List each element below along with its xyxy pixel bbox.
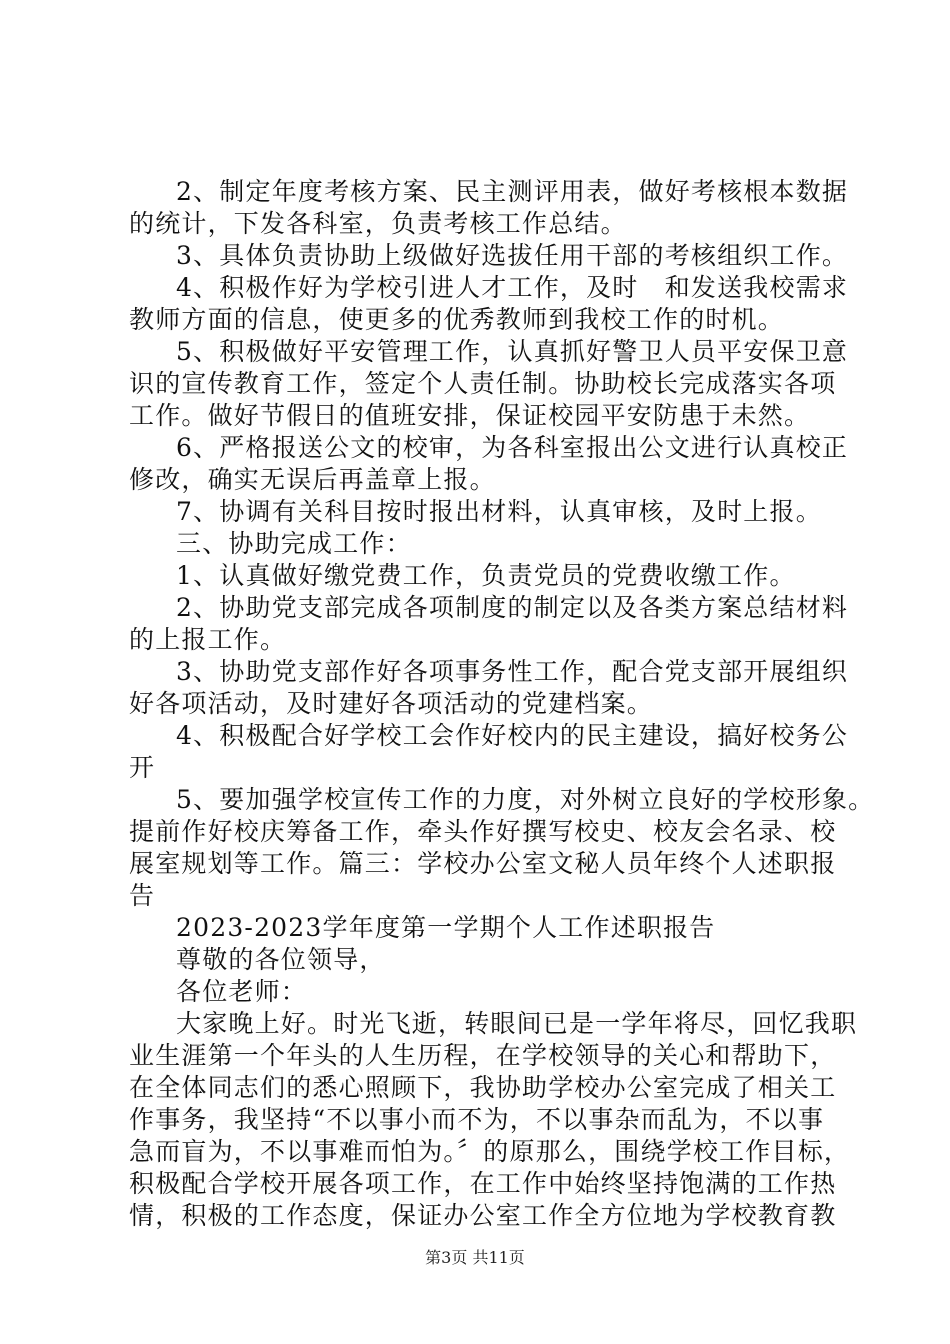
paragraph-line: 展室规划等工作。篇三：学校办公室文秘人员年终个人述职报 xyxy=(129,849,837,878)
paragraph-line: 作事务，我坚持“不以事小而不为，不以事杂而乱为，不以事 xyxy=(129,1105,825,1134)
paragraph-line: 3、具体负责协助上级做好选拔任用干部的考核组织工作。 xyxy=(176,241,849,270)
paragraph-line: 7、协调有关科目按时报出材料，认真审核，及时上报。 xyxy=(176,497,822,526)
salutation: 各位老师： xyxy=(176,977,308,1006)
paragraph-line: 大家晚上好。时光飞逝，转眼间已是一学年将尽，回忆我职 xyxy=(176,1009,858,1038)
paragraph-line: 4、积极配合好学校工会作好校内的民主建设，搞好校务公 xyxy=(176,721,849,750)
paragraph-line: 教师方面的信息，使更多的优秀教师到我校工作的时机。 xyxy=(129,305,785,334)
paragraph-line: 的上报工作。 xyxy=(129,625,287,654)
paragraph-line: 在全体同志们的悉心照顾下，我协助学校办公室完成了相关工 xyxy=(129,1073,837,1102)
paragraph-line: 告 xyxy=(129,881,156,910)
paragraph-line: 3、协助党支部作好各项事务性工作，配合党支部开展组织 xyxy=(176,657,849,686)
paragraph-line: 修改，确实无误后再盖章上报。 xyxy=(129,465,496,494)
paragraph-line: 5、要加强学校宣传工作的力度，对外树立良好的学校形象。 xyxy=(176,785,875,814)
paragraph-line: 积极配合学校开展各项工作，在工作中始终坚持饱满的工作热 xyxy=(129,1169,837,1198)
paragraph-line: 2、协助党支部完成各项制度的制定以及各类方案总结材料 xyxy=(176,593,849,622)
paragraph-line: 6、严格报送公文的校审，为各科室报出公文进行认真校正 xyxy=(176,433,849,462)
paragraph-line: 急而盲为，不以事难而怕为。〞的原那么，围绕学校工作目标， xyxy=(129,1137,851,1166)
report-title: 2023-2023学年度第一学期个人工作述职报告 xyxy=(176,913,716,942)
paragraph-line: 提前作好校庆筹备工作，牵头作好撰写校史、校友会名录、校 xyxy=(129,817,837,846)
page-number: 第3页 共11页 xyxy=(425,1248,525,1267)
paragraph-line: 的统计，下发各科室，负责考核工作总结。 xyxy=(129,209,627,238)
paragraph-line: 好各项活动，及时建好各项活动的党建档案。 xyxy=(129,689,654,718)
section-heading: 三、协助完成工作： xyxy=(176,529,412,558)
paragraph-line: 5、积极做好平安管理工作，认真抓好警卫人员平安保卫意 xyxy=(176,337,849,366)
paragraph-line: 业生涯第一个年头的人生历程，在学校领导的关心和帮助下， xyxy=(129,1041,837,1070)
paragraph-line: 识的宣传教育工作，签定个人责任制。协助校长完成落实各项 xyxy=(129,369,837,398)
paragraph-line: 4、积极作好为学校引进人才工作，及时 和发送我校需求 xyxy=(176,273,849,302)
paragraph-line: 工作。做好节假日的值班安排，保证校园平安防患于未然。 xyxy=(129,401,811,430)
paragraph-line: 开 xyxy=(129,753,156,782)
salutation: 尊敬的各位领导， xyxy=(176,945,386,974)
paragraph-line: 2、制定年度考核方案、民主测评用表，做好考核根本数据 xyxy=(176,177,849,206)
paragraph-line: 情，积极的工作态度，保证办公室工作全方位地为学校教育教 xyxy=(129,1201,837,1230)
paragraph-line: 1、认真做好缴党费工作，负责党员的党费收缴工作。 xyxy=(176,561,796,590)
